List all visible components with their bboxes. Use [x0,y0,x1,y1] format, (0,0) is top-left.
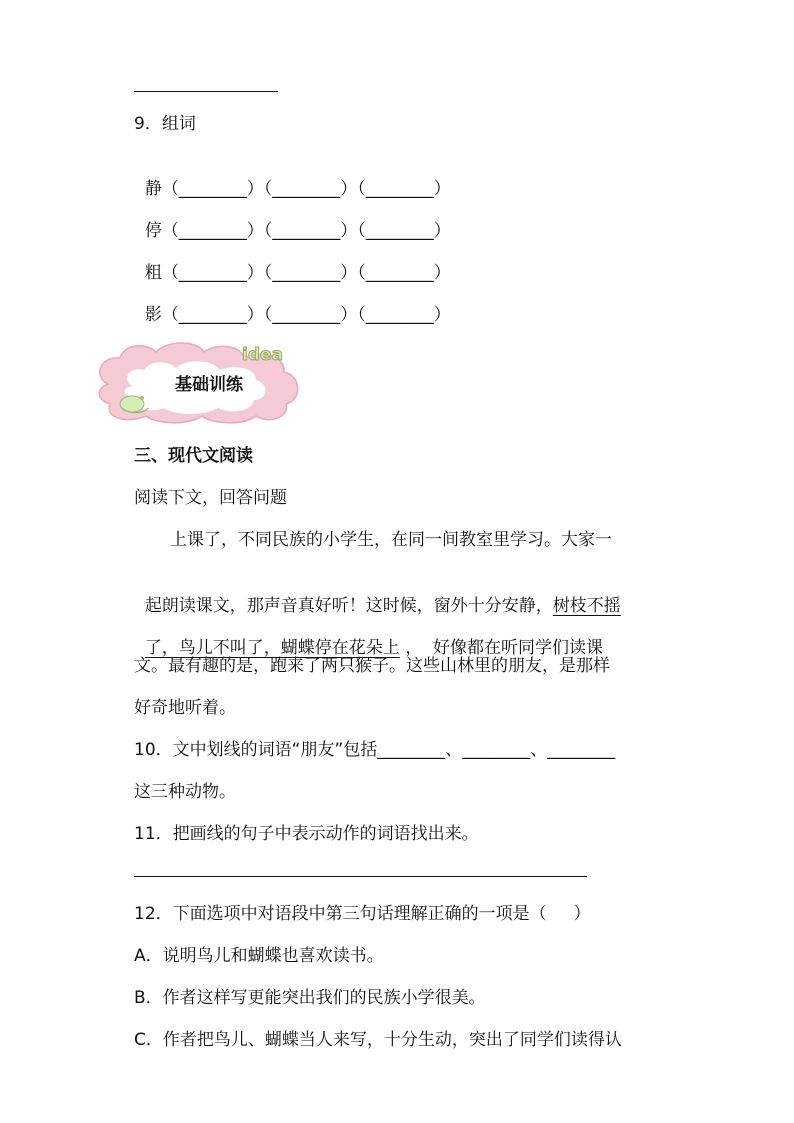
q9-blanks[interactable]: （________）（________）（________） [161,179,451,199]
section3-instruction: 阅读下文，回答问题 [134,488,287,508]
q9-row-4 [134,279,451,327]
q9-blanks[interactable]: （________）（________）（________） [161,221,451,241]
q9-title: 9．组词 [134,114,196,134]
passage-text: ， 好像都在听同学们读课 [399,638,604,658]
underlined-sentence: 了，鸟儿不叫了，蝴蝶停在花朵上 [144,638,400,658]
passage-line-4: 文。最有趣的是，跑来了两只猴子。这些山林里的朋友，是那样 [134,656,610,676]
banner-title: 基础训练 [175,375,243,395]
top-answer-line [134,91,278,92]
passage-line-3 [134,612,603,660]
q9-blanks[interactable]: （________）（________）（________） [161,263,451,283]
underlined-sentence: 树枝不摇 [552,596,621,616]
passage-line-2 [134,570,621,618]
q12-option-b[interactable]: B．作者这样写更能突出我们的民族小学很美。 [134,988,486,1008]
q9-blanks[interactable]: （________）（________）（________） [161,305,451,325]
q9-char: 停 [144,221,162,241]
passage-line-5: 好奇地听着。 [134,698,236,718]
q9-char: 粗 [144,263,162,283]
q11-text: 11．把画线的句子中表示动作的词语找出来。 [134,824,479,844]
q10-line-1: 10．文中划线的词语“朋友”包括________、________、________ [134,740,616,760]
q12-option-c[interactable]: C．作者把鸟儿、蝴蝶当人来写，十分生动，突出了同学们读得认 [134,1030,622,1050]
q9-char: 静 [144,179,162,199]
q10-line-2: 这三种动物。 [134,782,236,802]
idea-logo [242,345,283,365]
q11-answer-line[interactable] [134,876,587,877]
q9-row-2 [134,195,451,243]
q12-option-a[interactable]: A．说明鸟儿和蝴蝶也喜欢读书。 [134,946,384,966]
section3-heading: 三、现代文阅读 [134,446,253,466]
passage-text: 起朗读课文，那声音真好听！这时候，窗外十分安静， [144,596,553,616]
idea-logo-text: idea [242,345,283,365]
passage-line-1: 上课了，不同民族的小学生，在同一间教室里学习。大家一 [170,530,612,550]
q9-row-3 [134,237,451,285]
q9-row-1 [134,153,451,201]
q9-char: 影 [144,305,162,325]
q12-stem: 12．下面选项中对语段中第三句话理解正确的一项是（ ） [134,904,591,924]
